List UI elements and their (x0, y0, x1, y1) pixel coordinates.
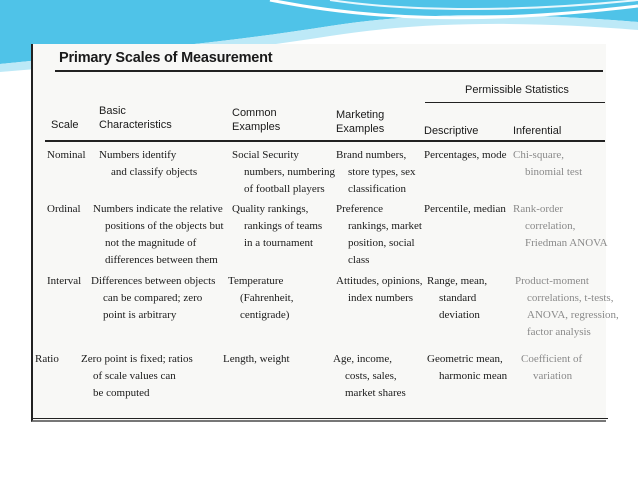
row-nominal-inferential: Chi-square, binomial test (513, 149, 583, 178)
header-common-examples: Common Examples (232, 107, 281, 133)
header-basic-characteristics: Basic Characteristics (99, 105, 172, 131)
row-ordinal-common: Quality rankings, rankings of teams in a tournament (232, 203, 323, 249)
row-nominal-descriptive: Percentages, mode (424, 149, 507, 161)
header-inferential: Inferential (513, 125, 562, 137)
row-nominal-common: Social Security numbers, numbering of football players (232, 149, 336, 195)
row-ratio-common: Length, weight (223, 353, 290, 365)
scanned-table-image (31, 44, 619, 422)
row-interval-common: Temperature (Fahrenheit, centigrade) (228, 275, 294, 321)
title-rule (55, 70, 603, 72)
row-nominal-marketing: Brand numbers, store types, sex classification (336, 149, 416, 195)
row-interval-basic: Differences between objects can be compared; zero point is arbitrary (91, 275, 216, 321)
row-ordinal-inferential: Rank-order correlation, Friedman ANOVA (513, 203, 608, 249)
row-interval-marketing: Attitudes, opinions, index numbers (336, 275, 423, 304)
permissible-statistics-header: Permissible Statistics (465, 84, 569, 96)
row-ratio-scale: Ratio (35, 353, 59, 365)
row-interval-descriptive: Range, mean, standard deviation (427, 275, 488, 321)
row-ratio-inferential: Coefficient of variation (521, 353, 583, 382)
row-ratio-marketing: Age, income, costs, sales, market shares (333, 353, 406, 399)
row-interval-scale: Interval (47, 275, 82, 287)
row-ordinal-descriptive: Percentile, median (424, 203, 506, 215)
row-interval-inferential: Product-moment correlations, t-tests, ANOVA, regression, factor analysis (515, 275, 619, 338)
row-ratio-basic: Zero point is fixed; ratios of scale values can be computed (81, 353, 193, 399)
permissible-statistics-rule (425, 102, 605, 103)
header-marketing-examples: Marketing Examples (336, 109, 385, 135)
row-ordinal-scale: Ordinal (47, 203, 81, 215)
row-nominal-scale: Nominal (47, 149, 86, 161)
bottom-rule (33, 418, 608, 419)
row-ordinal-basic: Numbers indicate the relative positions of the objects but not the magnitude of differences between them (93, 203, 224, 266)
row-nominal-basic: Numbers identify and classify objects (99, 149, 198, 178)
table-title: Primary Scales of Measurement (59, 50, 273, 66)
row-ratio-descriptive: Geometric mean, harmonic mean (427, 353, 508, 382)
header-descriptive: Descriptive (424, 125, 479, 137)
header-rule (45, 140, 605, 142)
row-ordinal-marketing: Preference rankings, market position, social class (336, 203, 422, 266)
header-scale: Scale (51, 119, 79, 131)
